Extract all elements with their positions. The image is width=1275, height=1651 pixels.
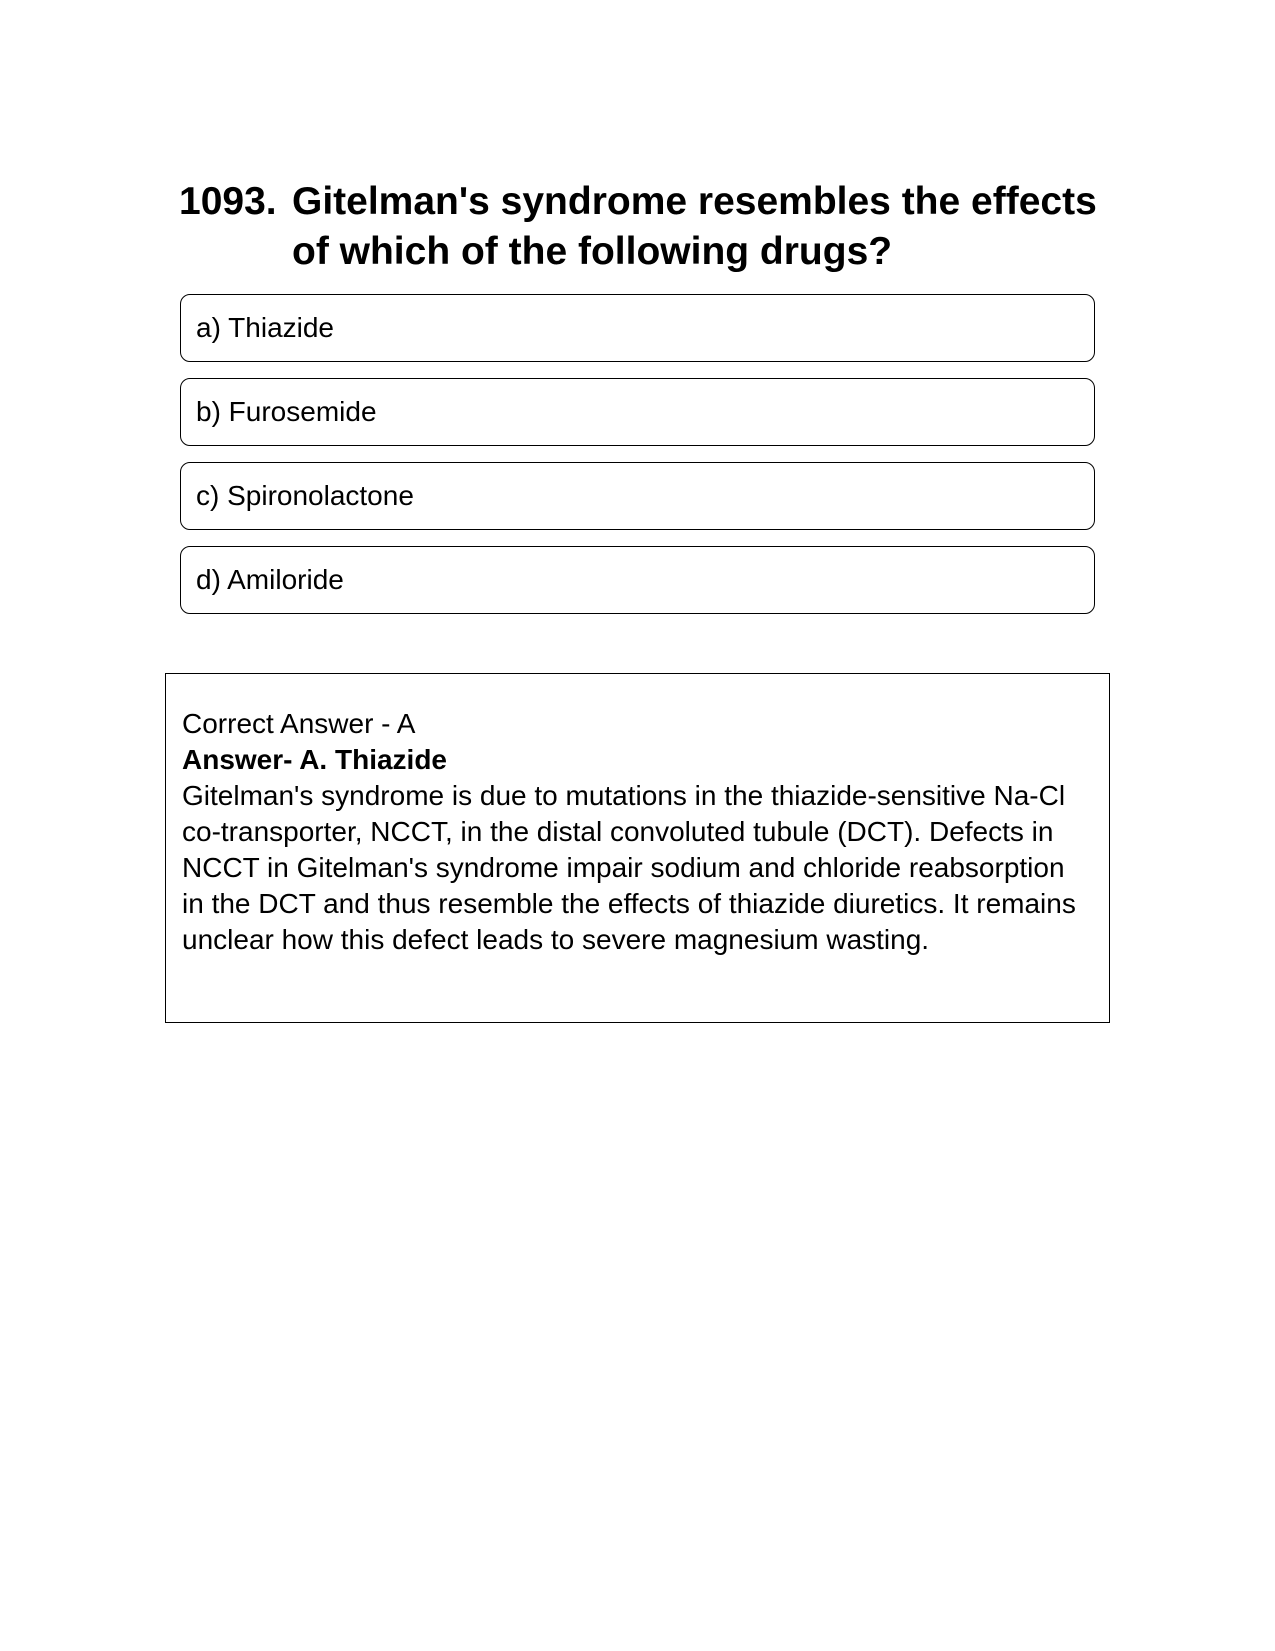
question-heading: [179, 177, 1099, 277]
option-c[interactable]: c) Spironolactone: [180, 462, 1095, 530]
option-d[interactable]: d) Amiloride: [180, 546, 1095, 614]
options-list: [180, 294, 1095, 630]
question-text: Gitelman's syndrome resembles the effects of which of the following drugs?: [292, 180, 1097, 273]
answer-title: Answer- A. Thiazide: [182, 744, 448, 775]
answer-explanation-box: [165, 673, 1110, 1023]
answer-explanation: Gitelman's syndrome is due to mutations in the thiazide-sensitive Na-Cl co-transporter, NCCT, in the distal convoluted tubule (DCT). Defects in NCCT in Gitelman's syndrome impair sodium and chloride reabsorption in the DCT and thus resemble the effects of thiazide diuretics. It remains unclear how this defect leads to severe magnesium wasting.: [182, 780, 1076, 955]
option-b[interactable]: b) Furosemide: [180, 378, 1095, 446]
option-a[interactable]: a) Thiazide: [180, 294, 1095, 362]
correct-answer-line: Correct Answer - A: [182, 708, 416, 739]
question-number: 1093.: [179, 180, 277, 223]
